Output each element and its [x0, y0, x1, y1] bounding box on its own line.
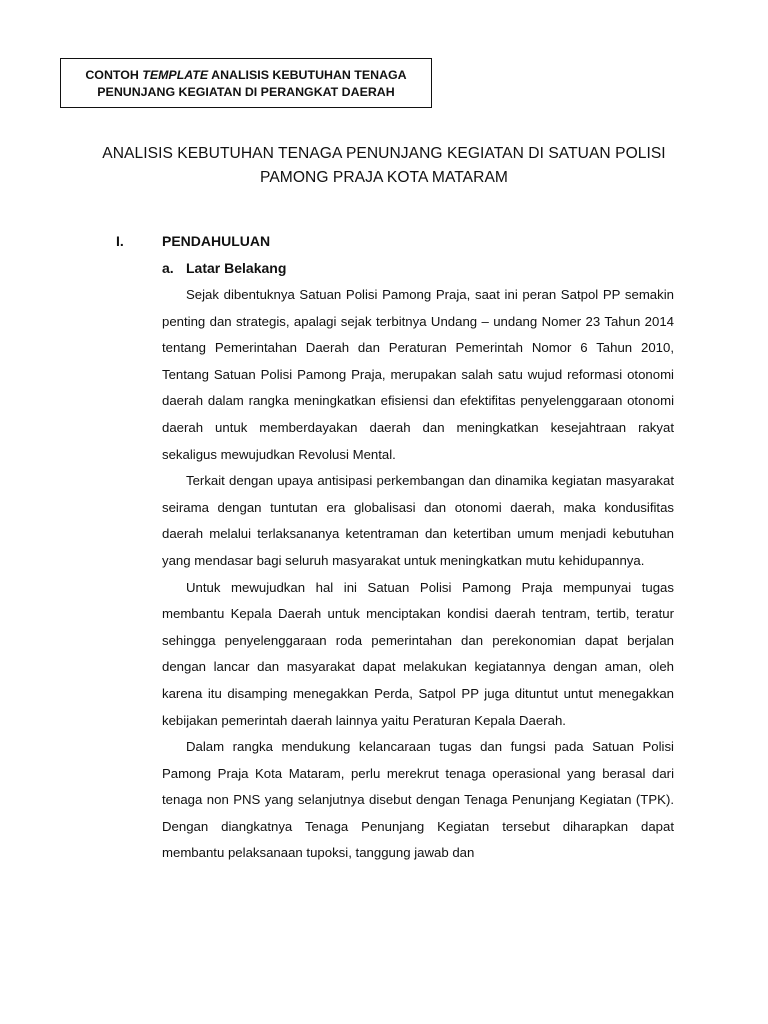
template-label-line-2: PENUNJANG KEGIATAN DI PERANGKAT DAERAH [97, 85, 395, 99]
section-title: PENDAHULUAN [162, 233, 271, 249]
subsection-letter: a. [162, 260, 174, 276]
template-label-line-1-rest: ANALISIS KEBUTUHAN TENAGA [211, 68, 407, 82]
document-title-line-2: PAMONG PRAJA KOTA MATARAM [260, 169, 508, 186]
paragraph: Dalam rangka mendukung kelancaraan tugas dan fungsi pada Satuan Polisi Pamong Praja Kota Mataram, perlu merekrut tenaga operasional yang berasal dari tenaga non PNS yang selanjutnya disebut dengan Tenaga Penunjang Kegiatan (TPK). Dengan diangkatnya Tenaga Penunjang Kegiatan tersebut diharapkan dapat membantu pelaksanaan tupoksi, tanggung jawab dan [162, 739, 674, 861]
document-title [60, 142, 708, 190]
body-text [162, 282, 674, 867]
template-label-italic-word: TEMPLATE [142, 68, 209, 82]
document-title-line-1: ANALISIS KEBUTUHAN TENAGA PENUNJANG KEGIATAN DI SATUAN POLISI [102, 145, 666, 162]
paragraph: Terkait dengan upaya antisipasi perkembangan dan dinamika kegiatan masyarakat seirama dengan tuntutan era globalisasi dan otonomi daerah, maka kondusifitas daerah melalui terlaksananya ketentraman dan ketertiban umum menjadi kebutuhan yang mendasar bagi seluruh masyarakat untuk meningkatkan mutu kehidupannya. [162, 473, 674, 568]
template-label-line-1 [61, 67, 431, 84]
subsection-title: Latar Belakang [186, 260, 287, 276]
paragraph: Sejak dibentuknya Satuan Polisi Pamong Praja, saat ini peran Satpol PP semakin penting dan strategis, apalagi sejak terbitnya Undang – undang Nomer 23 Tahun 2014 tentang Pemerintahan Daerah dan Peraturan Pemerintah Nomor 6 Tahun 2010, Tentang Satuan Polisi Pamong Praja, merupakan salah satu wujud reformasi otonomi daerah dalam rangka meningkatkan efisiensi dan efektifitas penyelenggaraan otonomi daerah untuk memberdayakan daerah dan meningkatkan kesejahtraan rakyat sekaligus mewujudkan Revolusi Mental. [162, 287, 674, 462]
template-label-prefix: CONTOH [85, 68, 139, 82]
template-label-box [60, 58, 432, 108]
subsection-heading [162, 260, 286, 276]
paragraph: Untuk mewujudkan hal ini Satuan Polisi Pamong Praja mempunyai tugas membantu Kepala Daerah untuk menciptakan kondisi daerah tentram, tertib, teratur sehingga penyelenggaraan roda pemerintahan dan perekonomian dapat berjalan dengan lancar dan masyarakat dapat melakukan kegiatannya dengan aman, oleh karena itu disamping menegakkan Perda, Satpol PP juga dituntut untut menegakkan kebijakan pemerintah daerah lainnya yaitu Peraturan Kepala Daerah. [162, 579, 674, 728]
section-number: I. [116, 233, 124, 249]
